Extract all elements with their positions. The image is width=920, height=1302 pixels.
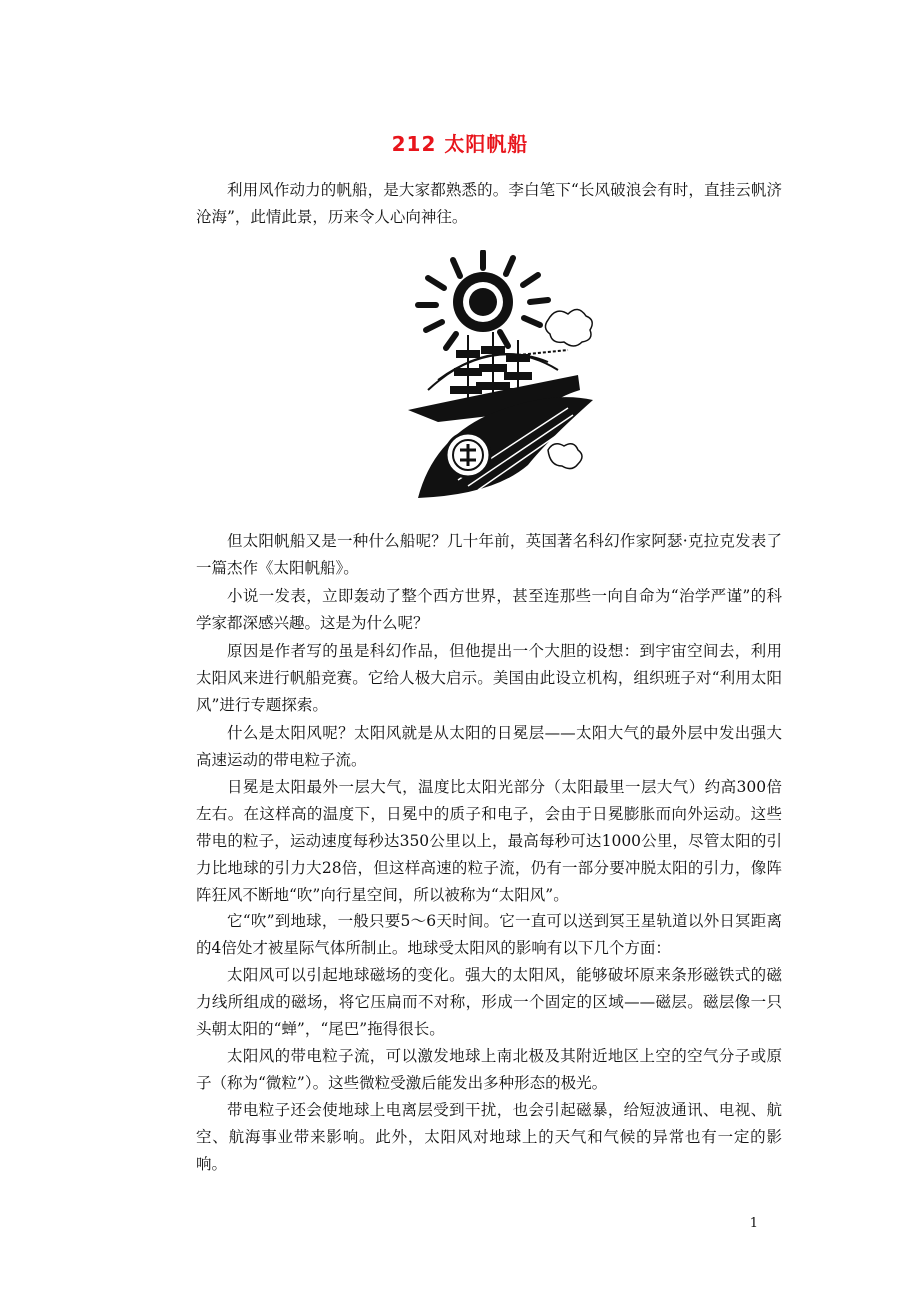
paragraph-5: 什么是太阳风呢？太阳风就是从太阳的日冕层——太阳大气的最外层中发出强大高速运动的带电粒子流。 (196, 724, 782, 769)
paragraph-6: 日冕是太阳最外一层大气，温度比太阳光部分（太阳最里一层大气）约高300倍左右。在这样高的温度下，日冕中的质子和电子，会由于日冕膨胀而向外运动。这些带电的粒子，运动速度每秒达350公里以上，最高每秒可达1000公里，尽管太阳的引力比地球的引力大28倍，但这样高速的粒子流，仍有一部分要冲脱太阳的引力，像阵阵狂风不断地“吹”向行星空间，所以被称为“太阳风”。 (196, 778, 782, 904)
paragraph-9: 太阳风的带电粒子流，可以激发地球上南北极及其附近地区上空的空气分子或原子（称为“微粒”）。这些微粒受激后能发出多种形态的极光。 (196, 1047, 782, 1092)
paragraph-10: 带电粒子还会使地球上电离层受到干扰，也会引起磁暴，给短波通讯、电视、航空、航海事业带来影响。此外，太阳风对地球上的天气和气候的异常也有一定的影响。 (196, 1101, 782, 1173)
paragraph-7: 它“吹”到地球，一般只要5～6天时间。它一直可以送到冥王星轨道以外日冥距离的4倍处才被星际气体所制止。地球受太阳风的影响有以下几个方面： (196, 912, 782, 957)
paragraph-2: 但太阳帆船又是一种什么船呢？几十年前，英国著名科幻作家阿瑟·克拉克发表了一篇杰作《太阳帆船》。 (196, 532, 782, 577)
page-title: 212 太阳帆船 (391, 132, 529, 156)
paragraph-3: 小说一发表，立即轰动了整个西方世界，甚至连那些一向自命为“治学严谨”的科学家都深感兴趣。这是为什么呢？ (196, 587, 782, 632)
paragraph-4: 原因是作者写的虽是科幻作品，但他提出一个大胆的设想：到宇宙空间去，利用太阳风来进行帆船竞赛。它给人极大启示。美国由此设立机构，组织班子对“利用太阳风”进行专题探索。 (196, 642, 782, 714)
paragraph-1: 利用风作动力的帆船，是大家都熟悉的。李白笔下“长风破浪会有时，直挂云帆济沧海”，此情此景，历来令人心向神往。 (196, 181, 782, 226)
solar-sailboat-illustration (398, 250, 598, 500)
page-number: 1 (749, 1216, 758, 1231)
paragraph-8: 太阳风可以引起地球磁场的变化。强大的太阳风，能够破坏原来条形磁铁式的磁力线所组成的磁场，将它压扁而不对称，形成一个固定的区域——磁层。磁层像一只头朝太阳的“蝉”，“尾巴”拖得很长。 (196, 966, 782, 1038)
